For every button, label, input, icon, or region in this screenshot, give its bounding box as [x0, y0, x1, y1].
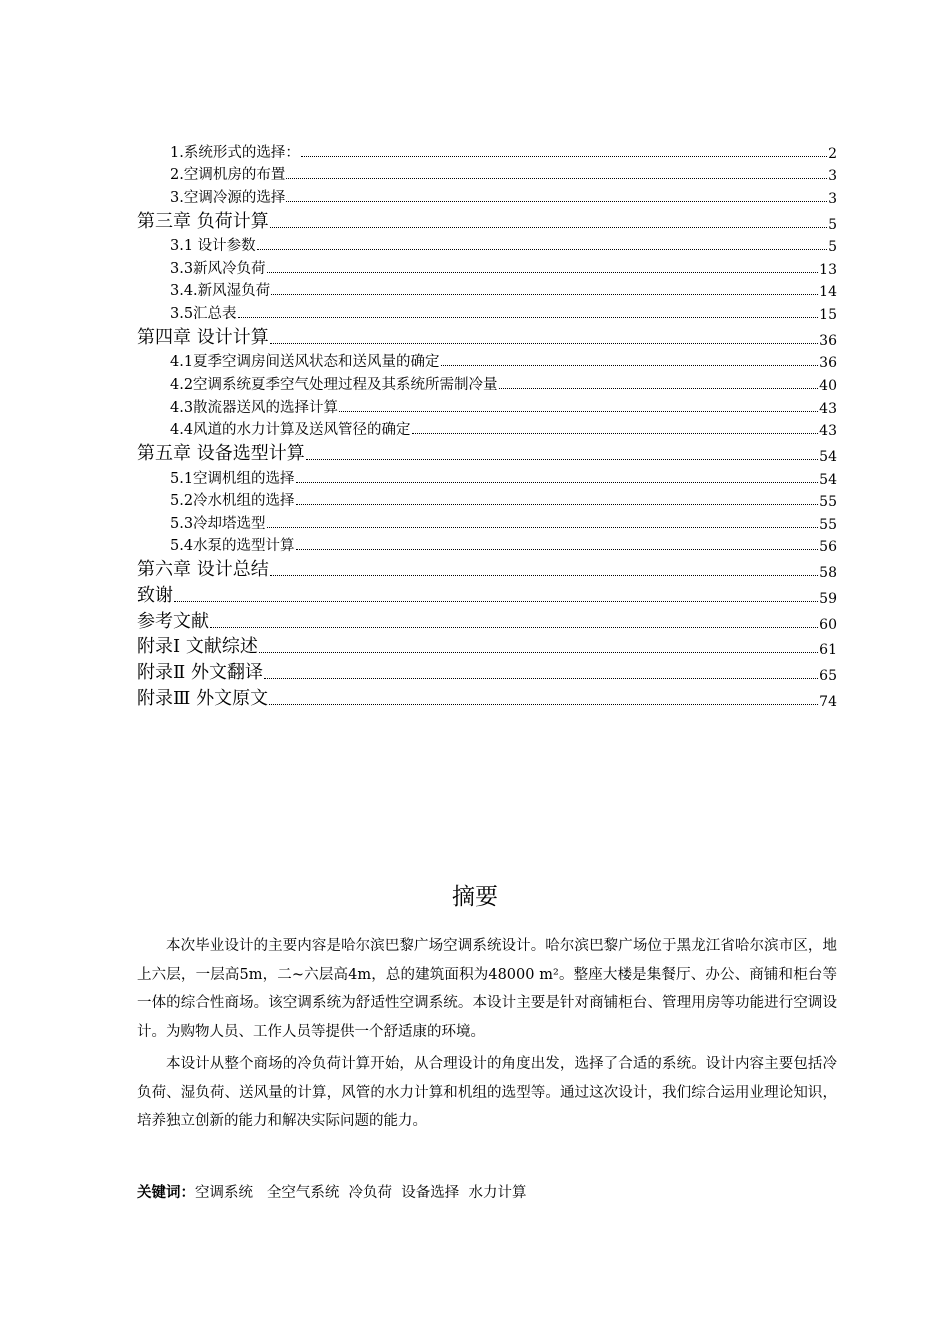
- toc-page-number: 74: [819, 694, 837, 711]
- toc-section-entry[interactable]: [137, 371, 837, 394]
- toc-chapter-entry[interactable]: [137, 633, 837, 659]
- toc-dot-leader: [499, 388, 819, 389]
- toc-entry-label: 3.3新风冷负荷: [170, 260, 266, 277]
- toc-dot-leader: [296, 482, 819, 483]
- toc-page-number: 5: [828, 239, 837, 256]
- toc-dot-leader: [286, 201, 827, 202]
- toc-dot-leader: [269, 704, 818, 705]
- toc-chapter-entry[interactable]: [137, 684, 837, 710]
- toc-dot-leader: [412, 433, 819, 434]
- abstract-paragraph: 本次毕业设计的主要内容是哈尔滨巴黎广场空调系统设计。哈尔滨巴黎广场位于黑龙江省哈尔滨市区，地上六层，一层高5m，二~六层高4m，总的建筑面积为48000 m²。整座大楼是集餐厅、办公、商铺和柜台等一体的综合性商场。该空调系统为舒适性空调系统。本设计主要是针对商铺柜台、管理用房等功能进行空调设计。为购物人员、工作人员等提供一个舒适康的环境。: [137, 938, 837, 1040]
- toc-page-number: 55: [819, 494, 837, 511]
- table-of-contents: [137, 139, 837, 710]
- toc-dot-leader: [270, 227, 827, 228]
- toc-section-entry[interactable]: [137, 394, 837, 417]
- toc-entry-label: 附录Ⅱ 外文翻译: [137, 662, 263, 684]
- toc-dot-leader: [306, 459, 818, 460]
- toc-chapter-entry[interactable]: [137, 555, 837, 581]
- toc-entry-label: 5.4水泵的选型计算: [170, 538, 295, 555]
- abstract-body: [137, 932, 837, 1140]
- toc-dot-leader: [264, 678, 818, 679]
- toc-page-number: 61: [819, 642, 837, 659]
- toc-page-number: 40: [819, 377, 837, 394]
- toc-page-number: 59: [819, 590, 837, 607]
- toc-page-number: 13: [819, 261, 837, 278]
- toc-entry-label: 4.2空调系统夏季空气处理过程及其系统所需制冷量: [170, 376, 498, 393]
- toc-entry-label: 附录Ⅲ 外文原文: [137, 688, 269, 710]
- toc-dot-leader: [259, 652, 818, 653]
- toc-entry-label: 5.3冷却塔选型: [170, 515, 266, 532]
- toc-dot-leader: [270, 575, 818, 576]
- toc-section-entry[interactable]: [137, 533, 837, 556]
- keywords-text: 空调系统 全空气系统 冷负荷 设备选择 水力计算: [195, 1185, 527, 1201]
- toc-page-number: 3: [828, 168, 837, 185]
- toc-page-number: 60: [819, 616, 837, 633]
- toc-entry-label: 第五章 设备选型计算: [137, 442, 305, 464]
- toc-chapter-entry[interactable]: [137, 658, 837, 684]
- toc-section-entry[interactable]: [137, 184, 837, 207]
- toc-page-number: 15: [819, 306, 837, 323]
- toc-section-entry[interactable]: [137, 255, 837, 278]
- toc-section-entry[interactable]: [137, 465, 837, 488]
- toc-dot-leader: [210, 627, 818, 628]
- toc-entry-label: 第三章 负荷计算: [137, 210, 269, 232]
- toc-chapter-entry[interactable]: [137, 439, 837, 465]
- toc-section-entry[interactable]: [137, 233, 837, 256]
- toc-entry-label: 第六章 设计总结: [137, 559, 269, 581]
- toc-dot-leader: [296, 504, 819, 505]
- toc-chapter-entry[interactable]: [137, 581, 837, 607]
- toc-section-entry[interactable]: [137, 417, 837, 440]
- toc-section-entry[interactable]: [137, 300, 837, 323]
- toc-section-entry[interactable]: [137, 278, 837, 301]
- toc-dot-leader: [270, 343, 818, 344]
- toc-entry-label: 4.3散流器送风的选择计算: [170, 399, 339, 416]
- toc-entry-label: 1.系统形式的选择：: [170, 144, 300, 161]
- toc-dot-leader: [271, 294, 818, 295]
- toc-dot-leader: [296, 549, 819, 550]
- abstract-paragraph: 本设计从整个商场的冷负荷计算开始，从合理设计的角度出发，选择了合适的系统。设计内容主要包括冷负荷、湿负荷、送风量的计算，风管的水力计算和机组的选型等。通过这次设计，我们综合运用业理论知识，培养独立创新的能力和解决实际问题的能力。: [137, 1056, 837, 1129]
- toc-entry-label: 5.1空调机组的选择: [170, 470, 295, 487]
- toc-chapter-entry[interactable]: [137, 607, 837, 633]
- toc-dot-leader: [238, 317, 819, 318]
- toc-page-number: 43: [819, 423, 837, 440]
- toc-section-entry[interactable]: [137, 139, 837, 162]
- toc-dot-leader: [267, 272, 819, 273]
- toc-entry-label: 参考文献: [137, 610, 209, 632]
- toc-section-entry[interactable]: [137, 510, 837, 533]
- toc-chapter-entry[interactable]: [137, 207, 837, 233]
- toc-entry-label: 4.4风道的水力计算及送风管径的确定: [170, 422, 411, 439]
- toc-page-number: 65: [819, 668, 837, 685]
- toc-section-entry[interactable]: [137, 162, 837, 185]
- toc-entry-label: 3.5汇总表: [170, 305, 237, 322]
- toc-dot-leader: [301, 156, 827, 157]
- toc-page-number: 2: [828, 145, 837, 162]
- toc-dot-leader: [441, 365, 819, 366]
- toc-page-number: 14: [819, 284, 837, 301]
- toc-dot-leader: [174, 601, 818, 602]
- toc-entry-label: 3.空调冷源的选择: [170, 189, 286, 206]
- toc-entry-label: 2.空调机房的布置: [170, 167, 286, 184]
- toc-entry-label: 3.4.新风湿负荷: [170, 283, 271, 300]
- toc-entry-label: 3.1 设计参数: [170, 238, 256, 255]
- toc-page-number: 5: [828, 216, 837, 233]
- toc-page-number: 3: [828, 190, 837, 207]
- toc-page-number: 43: [819, 400, 837, 417]
- toc-entry-label: 第四章 设计计算: [137, 326, 269, 348]
- toc-page-number: 56: [819, 539, 837, 556]
- toc-entry-label: 致谢: [137, 584, 173, 606]
- toc-entry-label: 5.2冷水机组的选择: [170, 493, 295, 510]
- keywords-label: 关键词：: [137, 1185, 195, 1201]
- toc-page-number: 54: [819, 471, 837, 488]
- toc-page-number: 55: [819, 516, 837, 533]
- keywords-line: [137, 1181, 526, 1202]
- toc-page-number: 36: [819, 332, 837, 349]
- toc-dot-leader: [267, 527, 819, 528]
- toc-section-entry[interactable]: [137, 349, 837, 372]
- toc-section-entry[interactable]: [137, 488, 837, 511]
- toc-dot-leader: [339, 411, 818, 412]
- toc-dot-leader: [257, 249, 827, 250]
- toc-page-number: 36: [819, 355, 837, 372]
- toc-dot-leader: [286, 178, 827, 179]
- toc-page-number: 54: [819, 448, 837, 465]
- toc-entry-label: 附录Ⅰ 文献综述: [137, 636, 258, 658]
- toc-chapter-entry[interactable]: [137, 323, 837, 349]
- toc-entry-label: 4.1夏季空调房间送风状态和送风量的确定: [170, 354, 440, 371]
- abstract-title: 摘要: [452, 884, 498, 910]
- toc-page-number: 58: [819, 565, 837, 582]
